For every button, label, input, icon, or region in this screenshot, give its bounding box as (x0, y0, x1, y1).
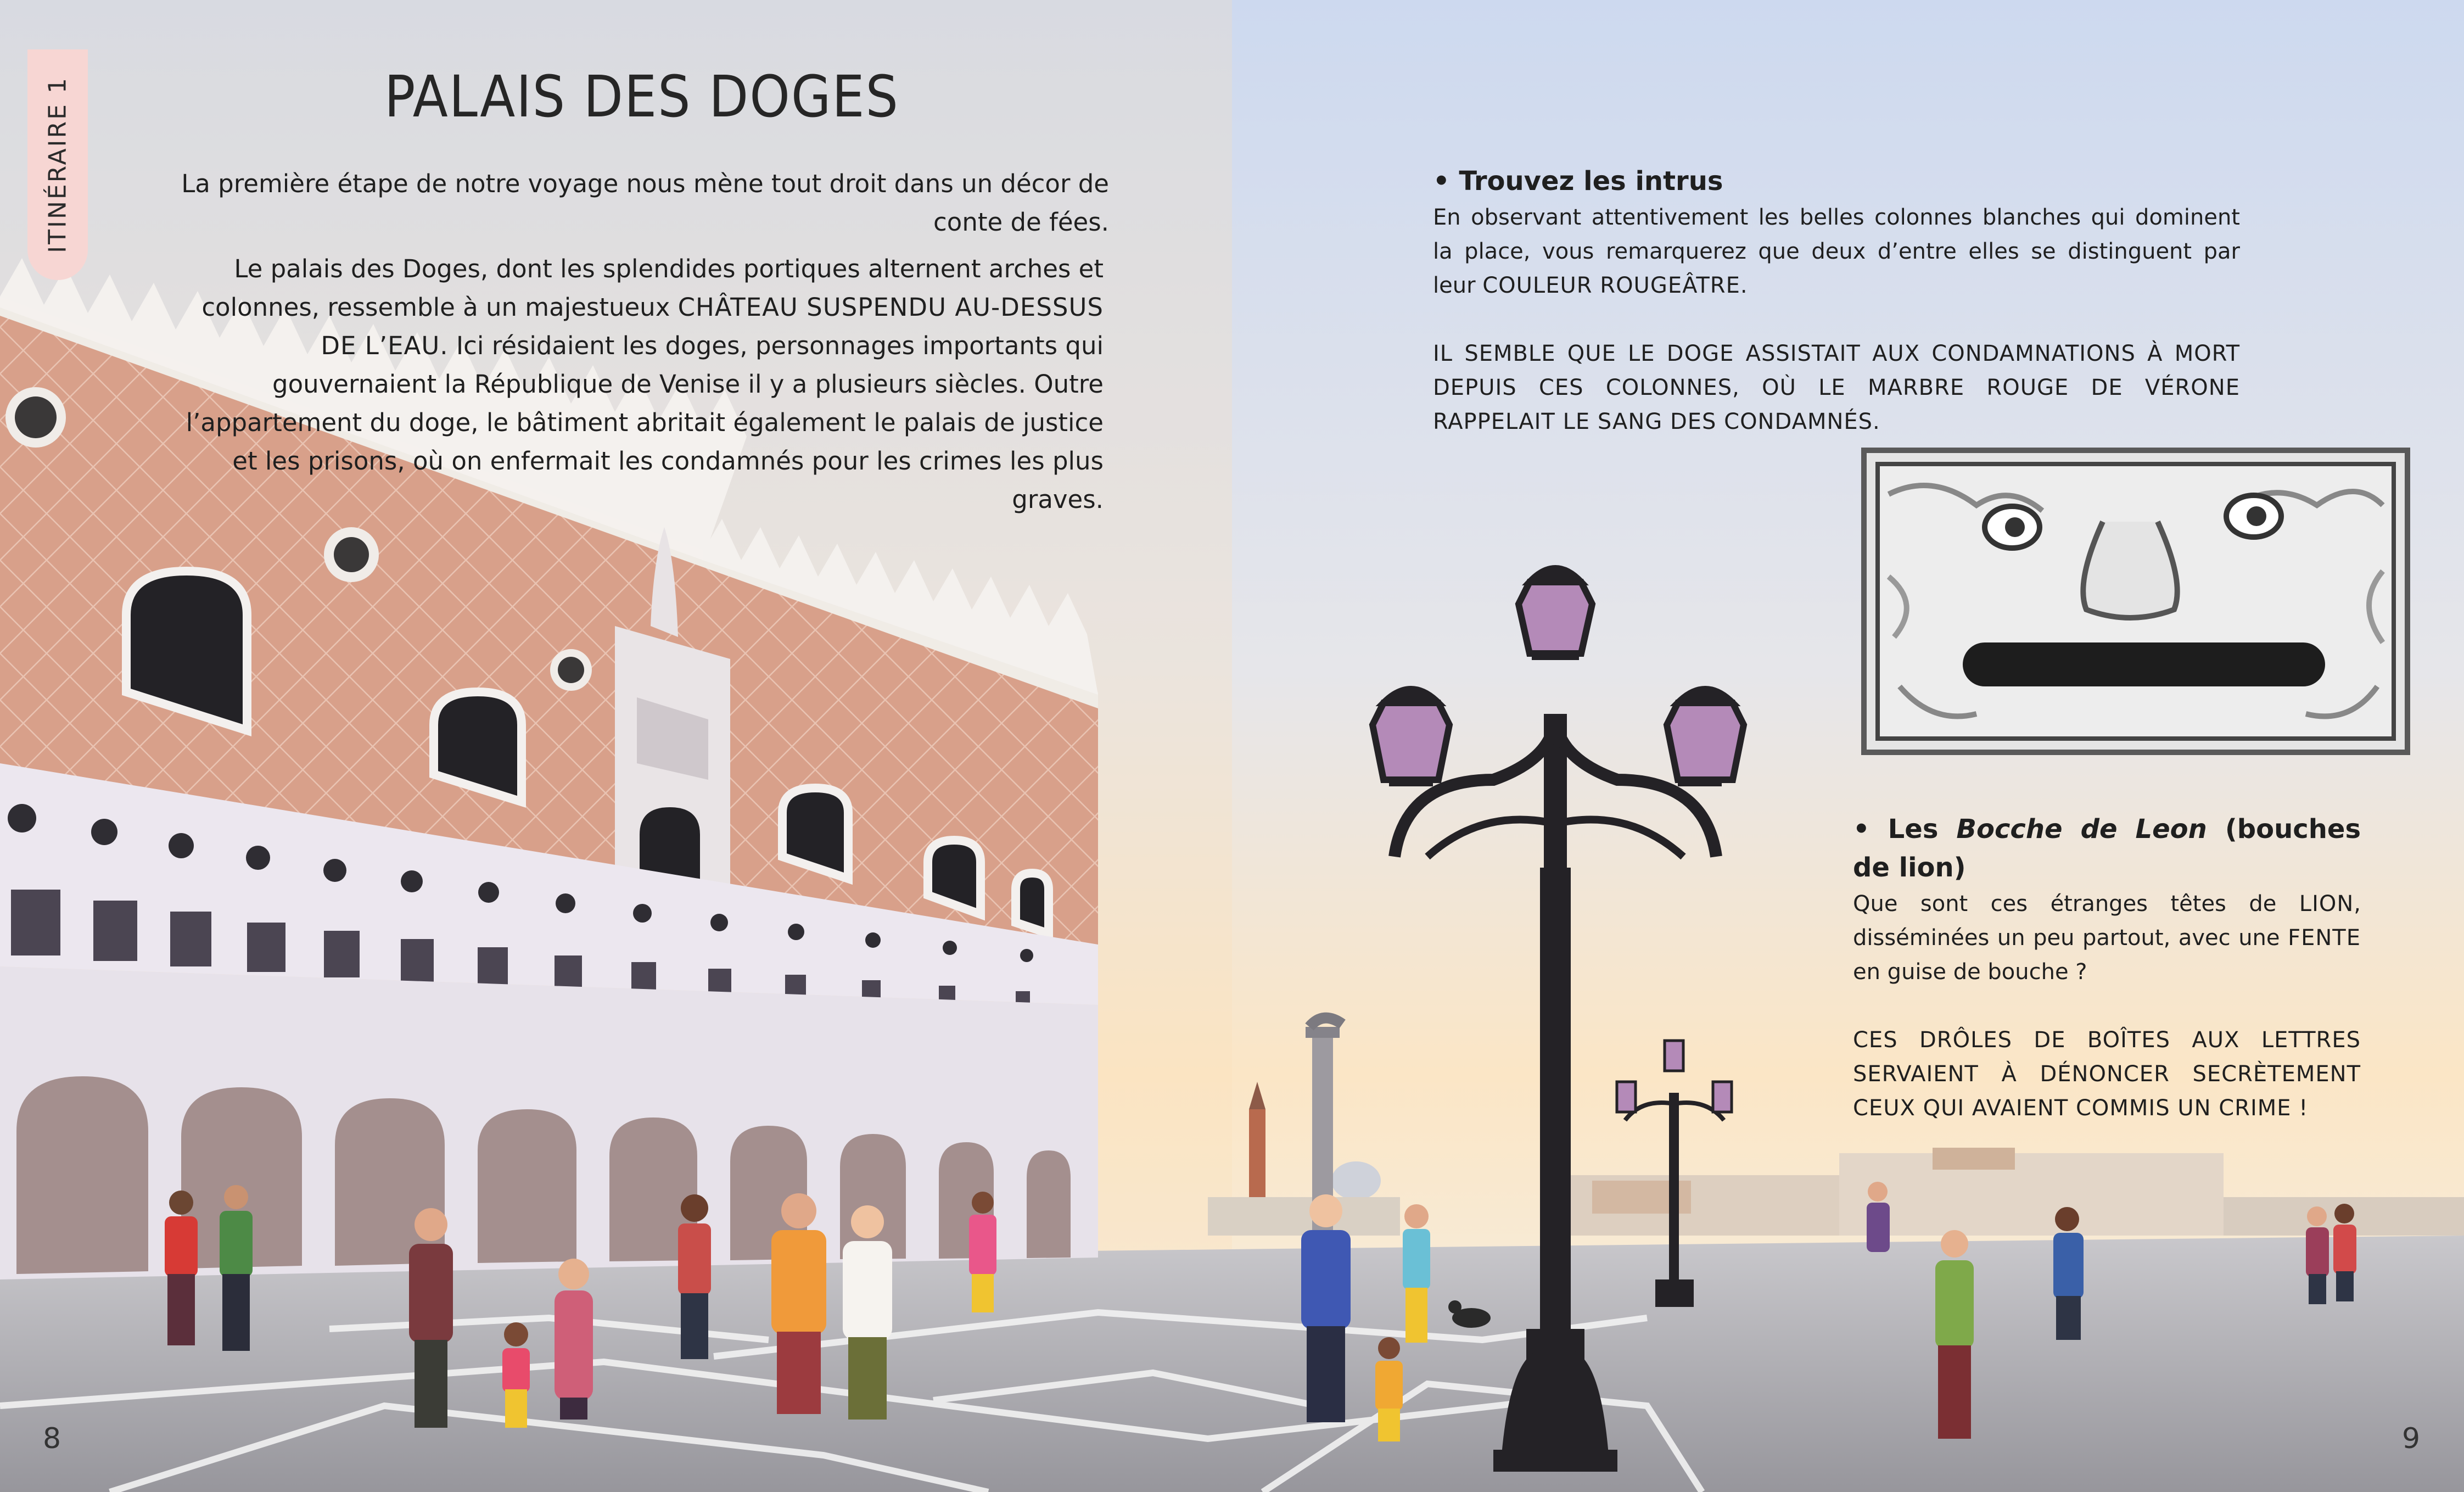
person (2306, 1206, 2329, 1304)
person (1867, 1182, 1890, 1252)
bocche-heading (1853, 810, 2361, 887)
bocche-question-part3: en guise de bouche ? (1853, 959, 2087, 985)
palace-description-caps: CHÂTEAU SUSPENDU AU-DESSUS DE L’EAU. (321, 293, 1104, 360)
palace-description (165, 250, 1104, 519)
person (2333, 1204, 2356, 1301)
bocche-question-lion: LION (2299, 891, 2354, 917)
person (502, 1322, 530, 1428)
bocche-section (1853, 810, 2361, 1125)
bocche-heading-pre: • Les (1853, 814, 1957, 845)
palace-description-part2: Ici résidaient les doges, personnages importants qui gouvernaient la République de Venise il y a plusieurs siècles. Outre l’appartement du doge, le bâtiment abritait également le palais de justice et les prisons, où on enfermait les condamnés pour les crimes les plus graves. (186, 331, 1104, 514)
palace-description-part1: Le palais des Doges, dont les splendides portiques alternent arches et colonnes, ressemble à un majestueux (201, 254, 1104, 322)
intrus-text (1433, 200, 2240, 303)
page-title: PALAIS DES DOGES (384, 63, 899, 130)
intrus-explanation: IL SEMBLE QUE LE DOGE ASSISTAIT AUX CONDAMNATIONS À MORT DEPUIS CES COLONNES, OÙ LE MARBRE ROUGE DE VÉRONE RAPPELAIT LE SANG DES CONDAMNÉS. (1433, 341, 2240, 434)
bocche-heading-post: (bouches de lion) (1853, 814, 2361, 883)
page-number-left: 8 (43, 1422, 61, 1455)
bocche-answer: CES DRÔLES DE BOÎTES AUX LETTRES SERVAIENT À DÉNONCER SECRÈTEMENT CEUX QUI AVAIENT COMMIS UN CRIME ! (1853, 1027, 2361, 1121)
intrus-section (1433, 162, 2240, 439)
bocche-question (1853, 887, 2361, 989)
intrus-text-body: En observant attentivement les belles colonnes blanches qui dominent la place, vous remarquerez que deux d’entre elles se distinguent par leur (1433, 205, 2240, 298)
lion-mouth-relief-icon (1864, 450, 2407, 752)
person (1935, 1230, 1974, 1439)
bocche-heading-italic: Bocche de Leon (1956, 814, 2207, 845)
page-number-right: 9 (2402, 1422, 2421, 1455)
bocche-question-part1: Que sont ces étranges têtes de (1853, 891, 2299, 917)
person (1375, 1337, 1403, 1441)
intrus-heading: • Trouvez les intrus (1433, 166, 1723, 197)
intrus-text-caps: COULEUR ROUGEÂTRE. (1482, 273, 1748, 298)
intro-paragraph: La première étape de notre voyage nous mène tout droit dans un décor de conte de fées. (181, 169, 1109, 237)
bocche-question-fente: FENTE (2288, 925, 2361, 951)
itinerary-tab (27, 49, 88, 280)
itinerary-tab-label: ITINÉRAIRE 1 (43, 76, 72, 253)
piazzetta-pavement (0, 1236, 2464, 1492)
bocche-question-part2: , disséminées un peu partout, avec une (1853, 891, 2361, 951)
